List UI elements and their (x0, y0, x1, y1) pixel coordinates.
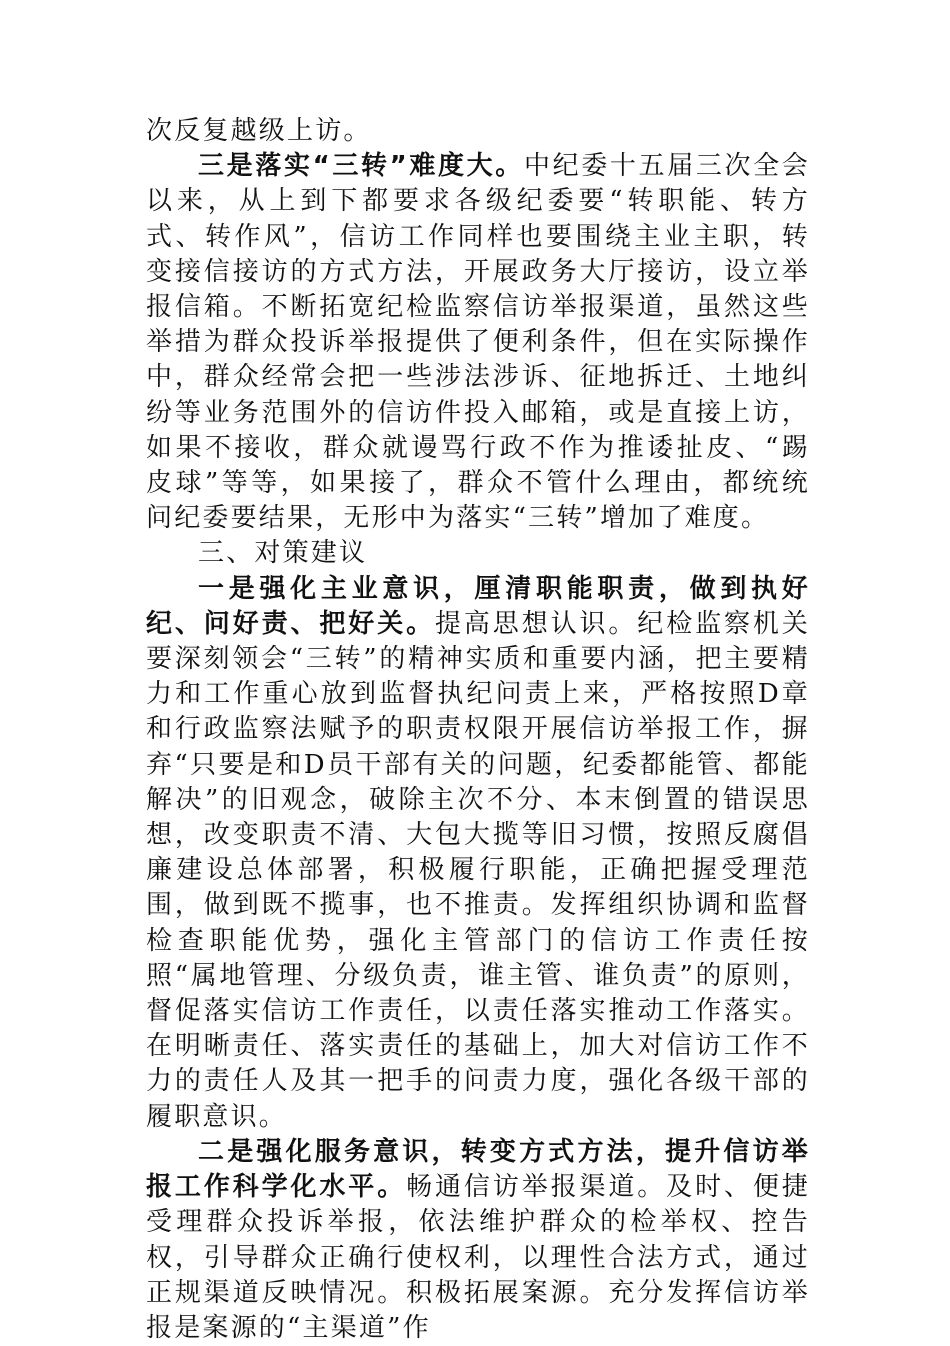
paragraph-text: 畅通信访举报渠道。及时、便捷受理群众投诉举报，依法维护群众的检举权、控告权，引导群众正确行使权利，以理性合法方式，通过正规渠道反映情况。积极拓展案源。充分发挥信访举报是案源的“主渠道”作 (146, 1172, 810, 1343)
paragraph-continuation (146, 114, 810, 149)
document-body (146, 114, 810, 1346)
paragraph-lead: 一是强化主业意识，厘清职能职责，做到执好纪、问好责、把好关。 (146, 573, 810, 639)
paragraph-text: 次反复越级上访。 (146, 116, 372, 146)
paragraph-suggestion-one (146, 572, 810, 1135)
section-heading-text: 三、对策建议 (198, 538, 368, 569)
paragraph-lead: 二是强化服务意识，转变方式方法，提升信访举报工作科学化水平。 (146, 1136, 810, 1203)
paragraph-lead: 三是落实“三转”难度大。 (198, 151, 524, 182)
paragraph-three-transformations (146, 149, 810, 536)
paragraph-text: 中纪委十五届三次全会以来，从上到下都要求各级纪委要“转职能、转方式、转作风”，信访工作同样也要围绕主业主职，转变接信接访的方式方法，开展政务大厅接访，设立举报信箱。不断拓宽纪检监察信访举报渠道，虽然这些举措为群众投诉举报提供了便利条件，但在实际操作中，群众经常会把一些涉法涉诉、征地拆迁、土地纠纷等业务范围外的信访件投入邮箱，或是直接上访，如果不接收，群众就谩骂行政不作为推诿扯皮、“踢皮球”等等，如果接了，群众不管什么理由，都统统问纪委要结果，无形中为落实“三转”增加了难度。 (146, 151, 810, 534)
section-heading (146, 536, 810, 571)
paragraph-text: 提高思想认识。纪检监察机关要深刻领会“三转”的精神实质和重要内涵，把主要精力和工作重心放到监督执纪问责上来，严格按照D章和行政监察法赋予的职责权限开展信访举报工作，摒弃“只要是和D员干部有关的问题，纪委都能管、都能解决”的旧观念，破除主次不分、本末倒置的错误思想，改变职责不清、大包大揽等旧习惯，按照反腐倡廉建设总体部署，积极履行职能，正确把握受理范围，做到既不揽事，也不推责。发挥组织协调和监督检查职能优势，强化主管部门的信访工作责任按照“属地管理、分级负责，谁主管、谁负责”的原则，督促落实信访工作责任，以责任落实推动工作落实。在明晰责任、落实责任的基础上，加大对信访工作不力的责任人及其一把手的问责力度，强化各级干部的履职意识。 (146, 608, 810, 1132)
paragraph-suggestion-two (146, 1135, 810, 1346)
